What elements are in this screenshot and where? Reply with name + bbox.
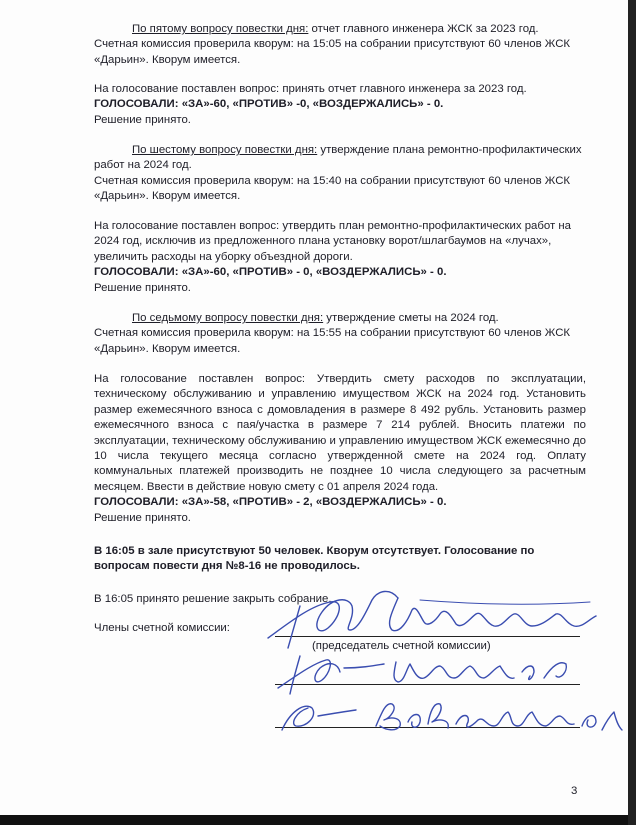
q7-question: На голосование поставлен вопрос: Утвердить смету расходов по эксплуатации, техническому обслуживанию и управлению имуществом ЖСК на 2024 год. Установить размер ежемесячного взноса с домовладения в размере 8 492 рубль. Установить размер ежемесячного взноса с пая/участка в размере 7 214 рублей. Вносить платежи по эксплуатации, техническому обслуживанию и управлению имуществом ЖСК ежемесячно до 10 числа текущего месяца согласно утвержденной смете на 2024 год. Оплату коммунальных платежей производить не позднее 10 числа следующего за расчетным месяцем. Ввести в действие новую смету с 01 апреля 2024 года.: [94, 373, 586, 493]
signature-3: [282, 704, 622, 730]
q7-votes: ГОЛОСОВАЛИ: «ЗА»-58, «ПРОТИВ» - 2, «ВОЗДЕРЖАЛИСЬ» - 0.: [94, 496, 447, 509]
q6-decision: Решение принято.: [94, 281, 191, 294]
q6-votes: ГОЛОСОВАЛИ: «ЗА»-60, «ПРОТИВ» - 0, «ВОЗДЕРЖАЛИСЬ» - 0.: [94, 266, 447, 279]
q6-quorum: Счетная комиссия проверила кворум: на 15:40 на собрании присутствуют 60 членов ЖСК «Дарьин». Кворум имеется.: [94, 174, 571, 203]
q5-quorum: Счетная комиссия проверила кворум: на 15:05 на собрании присутствуют 60 членов ЖСК «Дарьин». Кворум имеется.: [94, 38, 571, 66]
scan-edge-right: [628, 0, 636, 825]
q7-quorum: Счетная комиссия проверила кворум: на 15:55 на собрании присутствуют 60 членов ЖСК «Дарьин». Кворум имеется.: [94, 327, 571, 355]
q5-decision: Решение принято.: [94, 113, 191, 126]
page-number: 3: [571, 785, 578, 797]
q6-heading-label: По шестому вопросу повестки дня:: [132, 144, 318, 156]
q7-decision: Решение принято.: [94, 511, 191, 524]
signature-2: [278, 656, 566, 694]
commission-label: Члены счетной комиссии:: [94, 622, 230, 634]
q5-heading-text: отчет главного инженера ЖСК за 2023 год.: [308, 23, 539, 35]
closing-text: В 16:05 принято решение закрыть собрание.: [94, 593, 332, 605]
q7-heading-label: По седьмому вопросу повестки дня:: [132, 312, 324, 324]
no-quorum-text: В 16:05 в зале присутствуют 50 человек. Кворум отсутствует. Голосование по вопросам повести дня №8-16 не проводилось.: [94, 545, 535, 573]
q5-votes: ГОЛОСОВАЛИ: «ЗА»-60, «ПРОТИВ» -0, «ВОЗДЕРЖАЛИСЬ» - 0.: [94, 98, 444, 111]
q7-heading-text: утверждение сметы на 2024 год.: [323, 312, 499, 324]
q5-heading-label: По пятому вопросу повестки дня:: [132, 23, 309, 35]
q6-question: На голосование поставлен вопрос: утвердить план ремонтно-профилактических работ на 2024 год, исключив из предложенного плана установку ворот/шлагбаумов на «лучах», увеличить расходы на уборку объездной дороги.: [94, 220, 571, 263]
chair-caption: (председатель счетной комиссии): [312, 640, 491, 652]
scan-edge-bottom: [0, 815, 636, 825]
q6-heading-text: утверждение плана ремонтно-профилактических работ на 2024 год.: [94, 144, 582, 172]
q5-question: На голосование поставлен вопрос: принять отчет главного инженера за 2023 год.: [94, 83, 527, 95]
signature-1: [268, 591, 596, 648]
